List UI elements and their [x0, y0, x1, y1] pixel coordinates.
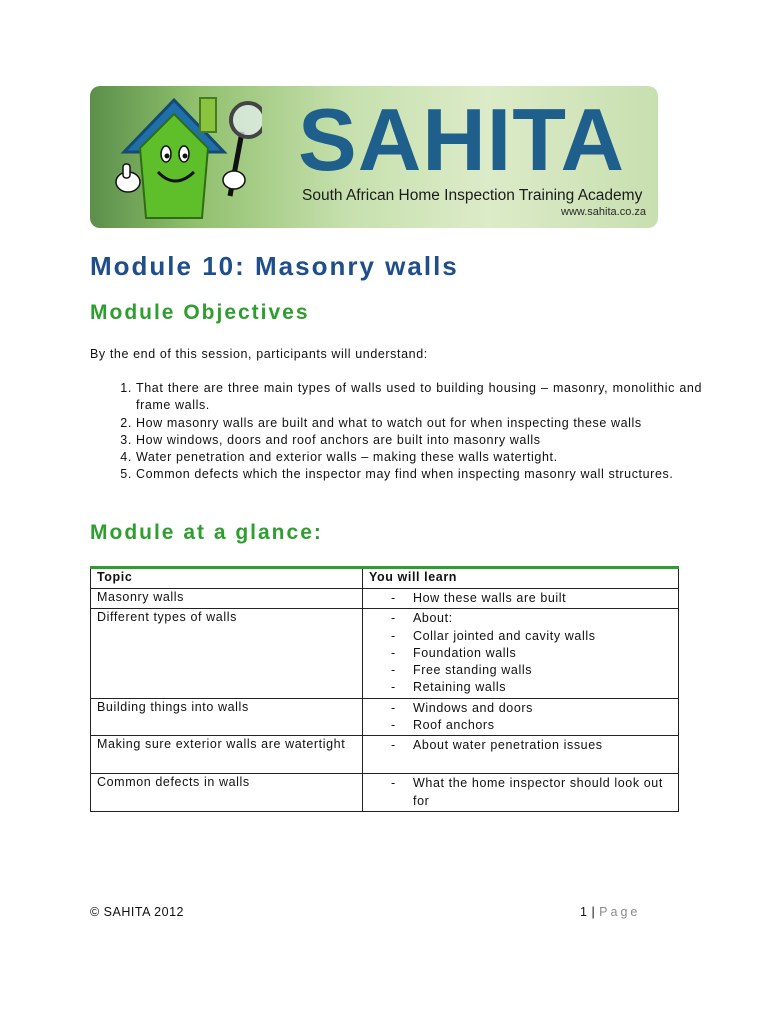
- learn-item: - What the home inspector should look out for: [391, 775, 672, 810]
- row-learn: [363, 698, 679, 736]
- intro-text: By the end of this session, participants will understand:: [90, 347, 428, 361]
- row-learn: [363, 589, 679, 609]
- learn-item: - Retaining walls: [391, 679, 672, 696]
- footer-copyright: © SAHITA 2012: [90, 905, 184, 919]
- house-mascot-icon: [102, 90, 262, 224]
- row-learn: [363, 774, 679, 812]
- glance-heading: Module at a glance:: [90, 521, 323, 544]
- table-row: [91, 698, 679, 736]
- header-topic: Topic: [91, 568, 363, 589]
- learn-item: - Foundation walls: [391, 645, 672, 662]
- objectives-list: [90, 380, 702, 484]
- page-separator: |: [591, 905, 596, 919]
- learn-item: - About:: [391, 610, 672, 627]
- learn-item: - How these walls are built: [391, 590, 672, 607]
- row-topic: Different types of walls: [91, 609, 363, 698]
- learn-item: - Roof anchors: [391, 717, 672, 734]
- objective-item: 5. Common defects which the inspector may find when inspecting masonry wall structures.: [136, 466, 702, 483]
- sahita-tagline: South African Home Inspection Training Academy: [302, 187, 643, 204]
- table-row: [91, 589, 679, 609]
- objective-item: 2. How masonry walls are built and what to watch out for when inspecting these walls: [136, 415, 702, 432]
- learn-item: - Collar jointed and cavity walls: [391, 628, 672, 645]
- table-header-row: [91, 568, 679, 589]
- objective-item: 3. How windows, doors and roof anchors are built into masonry walls: [136, 432, 702, 449]
- footer-page: [580, 905, 640, 919]
- page-label: Page: [599, 905, 641, 919]
- learn-item: - Free standing walls: [391, 662, 672, 679]
- table-row: [91, 774, 679, 812]
- page-number: 1: [580, 905, 588, 919]
- row-topic: Building things into walls: [91, 698, 363, 736]
- header-learn: You will learn: [363, 568, 679, 589]
- learn-item: - About water penetration issues: [391, 737, 672, 754]
- row-topic: Making sure exterior walls are watertight: [91, 736, 363, 774]
- objective-item: 4. Water penetration and exterior walls – making these walls watertight.: [136, 449, 702, 466]
- learn-item: - Windows and doors: [391, 700, 672, 717]
- table-row: [91, 736, 679, 774]
- page-title: Module 10: Masonry walls: [90, 251, 459, 281]
- sahita-url: www.sahita.co.za: [561, 206, 646, 218]
- sahita-logo-text: SAHITA: [298, 90, 626, 189]
- sahita-banner: [90, 86, 658, 228]
- table-row: [91, 609, 679, 698]
- glance-table: [90, 566, 679, 812]
- row-learn: [363, 736, 679, 774]
- row-topic: Masonry walls: [91, 589, 363, 609]
- objective-item: 1. That there are three main types of walls used to building housing – masonry, monolithic and frame walls.: [136, 380, 702, 415]
- objectives-heading: Module Objectives: [90, 301, 310, 324]
- row-learn: [363, 609, 679, 698]
- row-topic: Common defects in walls: [91, 774, 363, 812]
